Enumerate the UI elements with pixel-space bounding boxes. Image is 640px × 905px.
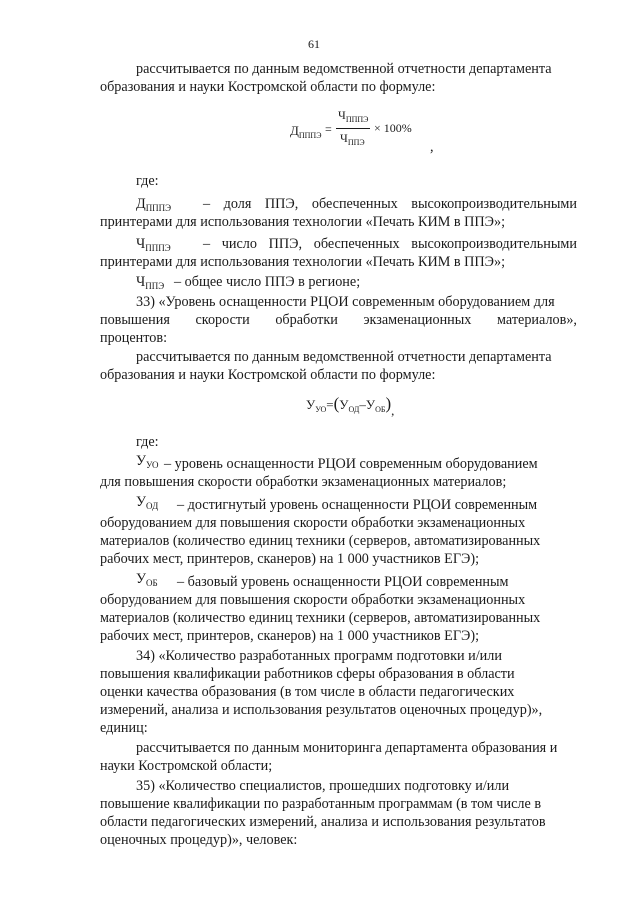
- definition-line: оборудованием для повышения скорости обработки экзаменационных: [100, 592, 526, 608]
- item-34-line: единиц:: [100, 720, 148, 736]
- definition-line: рабочих мест, принтеров, сканеров) на 1 000 участников ЕГЭ);: [100, 551, 480, 567]
- item-33-line: 33) «Уровень оснащенности РЦОИ современным оборудованием для: [136, 294, 555, 310]
- paragraph-line: образования и науки Костромской области по формуле:: [100, 367, 436, 383]
- paragraph-line: рассчитывается по данным ведомственной отчетности департамента: [136, 61, 552, 77]
- paragraph-line: науки Костромской области;: [100, 758, 273, 774]
- definition-symbol: $Д_{ПППЭ}$: [136, 196, 172, 213]
- page-number: 61: [308, 37, 320, 51]
- where-label: где:: [136, 173, 159, 189]
- item-35-line: повышение квалификации по разработанным программам (в том числе в: [100, 796, 542, 812]
- definition-line: принтерами для использования технологии «Печать КИМ в ППЭ»;: [100, 254, 506, 270]
- definition-line: рабочих мест, принтеров, сканеров) на 1 000 участников ЕГЭ);: [100, 628, 480, 644]
- definition-symbol: $Ч_{ПППЭ}$: [136, 236, 171, 253]
- item-34-line: повышения квалификации работников сферы образования в области: [100, 666, 515, 682]
- formula-uyo: $У_{УО}=(У_{ОД}-У_{ОБ})$,: [306, 394, 395, 418]
- definition-line: для повышения скорости обработки экзаменационных материалов;: [100, 474, 507, 490]
- definition-symbol: $У_{УО}$: [136, 453, 159, 470]
- paragraph-line: образования и науки Костромской области по формуле:: [100, 79, 436, 95]
- item-34-line: измерений, анализа и использования результатов оценочных процедур)»,: [100, 702, 543, 718]
- paragraph-line: рассчитывается по данным мониторинга департамента образования и: [136, 740, 558, 756]
- definition-line: – базовый уровень оснащенности РЦОИ современным: [177, 574, 509, 590]
- where-label: где:: [136, 434, 159, 450]
- definition-line: – общее число ППЭ в регионе;: [174, 274, 361, 290]
- definition-symbol: $Ч_{ППЭ}$: [136, 274, 165, 291]
- definition-line: оборудованием для повышения скорости обработки экзаменационных: [100, 515, 526, 531]
- paragraph-line: рассчитывается по данным ведомственной отчетности департамента: [136, 349, 552, 365]
- definition-line: – доля ППЭ, обеспеченных высокопроизводительными: [203, 196, 577, 212]
- definition-symbol: $У_{ОБ}$: [136, 571, 158, 588]
- definition-line: – число ППЭ, обеспеченных высокопроизводительными: [203, 236, 577, 252]
- definition-line: – уровень оснащенности РЦОИ современным оборудованием: [164, 456, 538, 472]
- item-35-line: оценочных процедур)», человек:: [100, 832, 298, 848]
- item-34-line: оценки качества образования (в том числе в области педагогических: [100, 684, 515, 700]
- definition-line: материалов (количество единиц техники (серверов, автоматизированных: [100, 533, 541, 549]
- item-35-line: 35) «Количество специалистов, прошедших подготовку и/или: [136, 778, 510, 794]
- definition-line: материалов (количество единиц техники (серверов, автоматизированных: [100, 610, 541, 626]
- item-33-line: процентов:: [100, 330, 168, 346]
- item-35-line: области педагогических измерений, анализа и использования результатов: [100, 814, 546, 830]
- item-33-line: повышения скорости обработки экзаменационных материалов»,: [100, 312, 577, 328]
- definition-line: принтерами для использования технологии «Печать КИМ в ППЭ»;: [100, 214, 506, 230]
- definition-symbol: $У_{ОД}$: [136, 494, 159, 511]
- item-34-line: 34) «Количество разработанных программ подготовки и/или: [136, 648, 502, 664]
- definition-line: – достигнутый уровень оснащенности РЦОИ современным: [177, 497, 538, 513]
